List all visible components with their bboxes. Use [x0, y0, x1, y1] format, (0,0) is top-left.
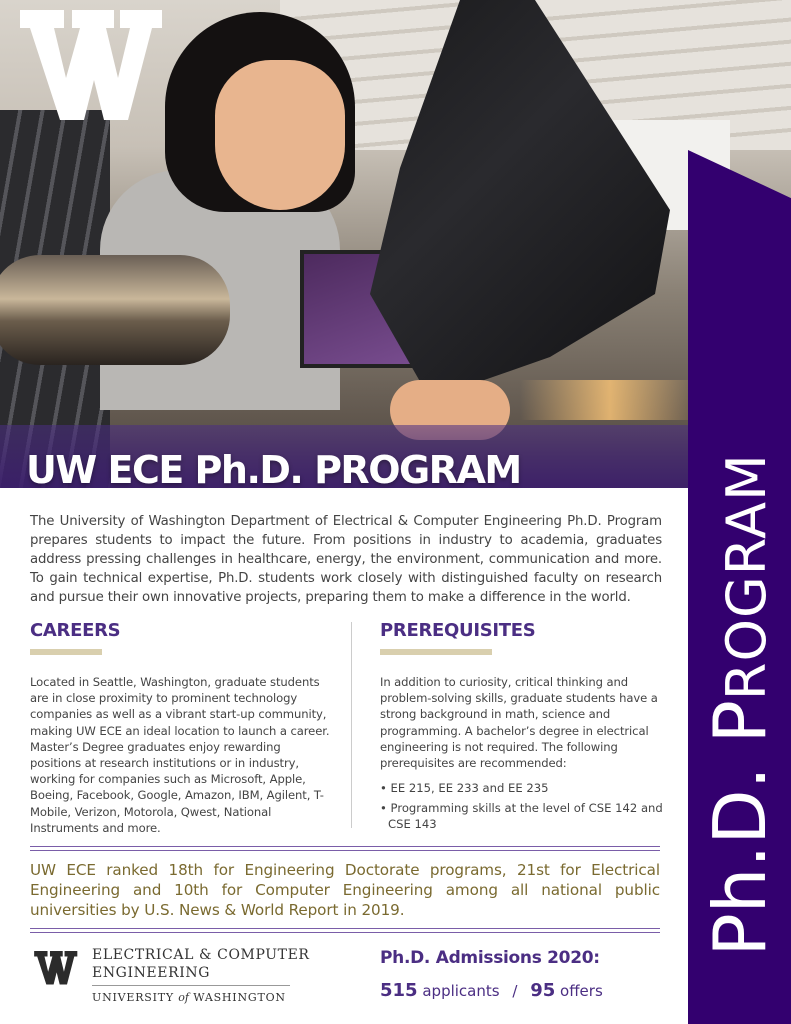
page-title: UW ECE Ph.D. PROGRAM	[26, 448, 521, 492]
university-post: WASHINGTON	[193, 991, 286, 1004]
side-band-text-small: ROGRAM	[715, 453, 778, 701]
offers-label: offers	[560, 982, 603, 1000]
hero-student-face	[215, 60, 345, 210]
applicants-count: 515	[380, 980, 418, 1001]
department-line-2: ENGINEERING	[92, 965, 210, 981]
hero-brass-tube	[0, 255, 230, 365]
ranking-top-rule	[30, 846, 660, 851]
side-band-text-big: Ph.D. P	[698, 700, 782, 957]
hero-light-glow	[520, 380, 700, 420]
ranking-statement: UW ECE ranked 18th for Engineering Doctorate programs, 21st for Electrical Engineering and 10th for Computer Engineering among all national public universities by U.S. News & World Report in 2019.	[30, 861, 660, 919]
side-band-text	[698, 453, 782, 957]
column-divider	[351, 622, 352, 828]
footer-rule	[92, 985, 290, 986]
careers-rule	[30, 649, 102, 655]
prerequisites-list	[380, 780, 670, 837]
stats-separator: /	[512, 982, 518, 1000]
university-name	[92, 991, 286, 1004]
offers-count: 95	[530, 980, 556, 1001]
list-item: • EE 215, EE 233 and EE 235	[380, 780, 670, 796]
department-name	[92, 946, 310, 982]
prerequisites-body: In addition to curiosity, critical thinking and problem-solving skills, graduate students have a strong background in math, science and programming. A bachelor’s degree in electrical engineering is not required. The following prerequisites are recommended:	[380, 675, 658, 771]
uw-w-logo-icon	[2, 0, 162, 125]
admissions-stats	[380, 980, 603, 1001]
university-pre: UNIVERSITY	[92, 991, 174, 1004]
prerequisites-heading: PREREQUISITES	[380, 620, 536, 641]
ranking-bottom-rule	[30, 928, 660, 933]
intro-paragraph: The University of Washington Department of Electrical & Computer Engineering Ph.D. Program prepares students to impact the future. From positions in industry to academia, graduates address pressing challenges in healthcare, energy, the environment, communication and more. To gain technical expertise, Ph.D. students work closely with distinguished faculty on research and pursue their own innovative projects, preparing them to make a difference in the world.	[30, 514, 662, 605]
prerequisites-rule	[380, 649, 492, 655]
department-line-1: ELECTRICAL & COMPUTER	[92, 947, 310, 963]
uw-w-footer-logo-icon	[28, 948, 78, 986]
university-of: of	[178, 991, 189, 1004]
careers-body: Located in Seattle, Washington, graduate students are in close proximity to prominent technology companies as well as a vibrant start-up community, making UW ECE an ideal location to launch a career. Master’s Degree graduates enjoy rewarding positions at research institutions or in industry, working for companies such as Microsoft, Apple, Boeing, Facebook, Google, Amazon, IBM, Agilent, T-Mobile, Verizon, Motorola, Qwest, National Instruments and more.	[30, 675, 330, 835]
hero-photo	[0, 0, 791, 488]
list-item: • Programming skills at the level of CSE 142 and CSE 143	[380, 800, 670, 832]
applicants-label: applicants	[422, 982, 500, 1000]
careers-heading: CAREERS	[30, 620, 121, 641]
admissions-heading: Ph.D. Admissions 2020:	[380, 948, 600, 968]
